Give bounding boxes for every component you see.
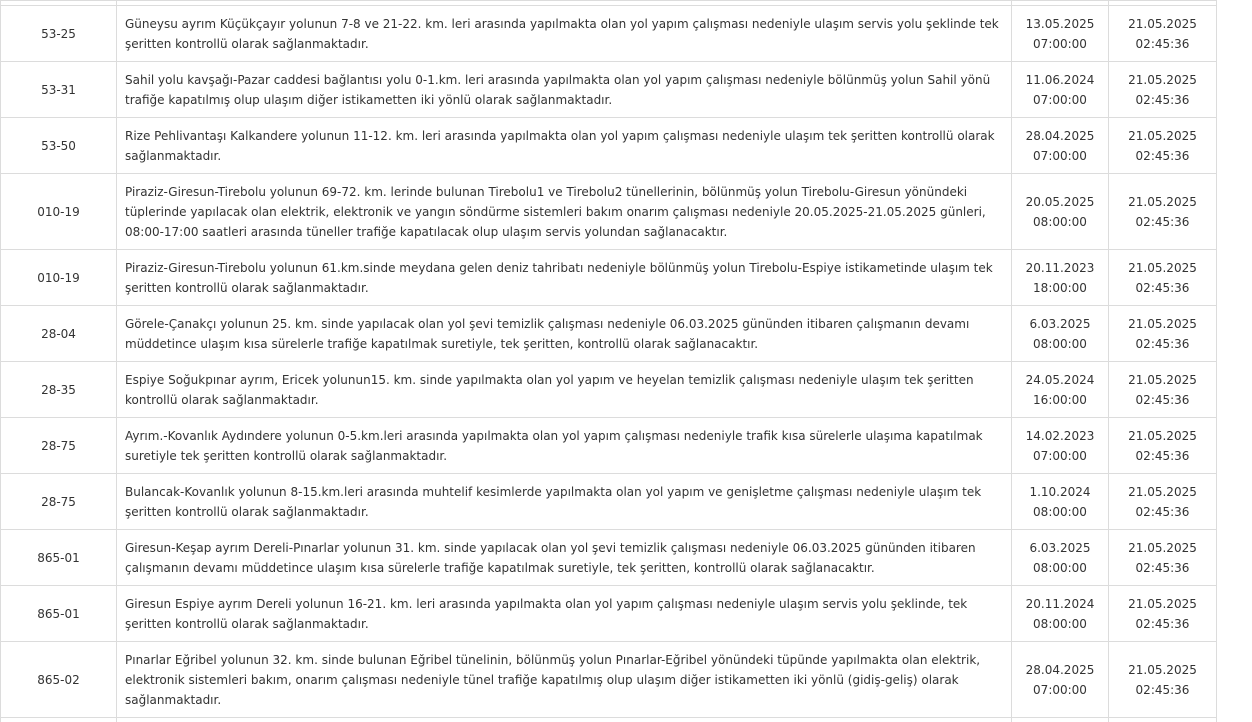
cell-empty (1012, 718, 1109, 722)
road-code-cell (1, 362, 117, 418)
end-time: 02:45:36 (1135, 682, 1190, 697)
description-text: Giresun Espiye ayrım Dereli yolunun 16-21. km. leri arasında yapılmakta olan yol yapım çalışması nedeniyle ulaşım servis yolu şeklinde, tek şeritten kontrollü olarak sağlanmaktadır. (125, 596, 968, 631)
table-row (1, 118, 1217, 174)
start-date: 11.06.2024 (1025, 72, 1095, 87)
end-time: 02:45:36 (1135, 448, 1190, 463)
end-datetime-cell (1109, 530, 1217, 586)
start-date: 28.04.2025 (1025, 662, 1095, 677)
start-time: 07:00:00 (1033, 36, 1087, 51)
start-date: 1.10.2024 (1029, 484, 1091, 499)
start-date: 28.04.2025 (1025, 128, 1095, 143)
start-time: 08:00:00 (1033, 504, 1087, 519)
start-date: 6.03.2025 (1029, 316, 1091, 331)
end-time: 02:45:36 (1135, 280, 1190, 295)
end-time: 02:45:36 (1135, 560, 1190, 575)
start-datetime-cell (1012, 62, 1109, 118)
cell-empty (1, 718, 117, 722)
end-datetime-cell (1109, 642, 1217, 718)
start-time: 08:00:00 (1033, 214, 1087, 229)
description-cell (117, 362, 1012, 418)
description-text: Ayrım.-Kovanlık Aydındere yolunun 0-5.km.leri arasında yapılmakta olan yol yapım çalışması nedeniyle trafik kısa sürelerle ulaşıma kapatılmak suretiyle tek şeritten kontrollü olarak sağlanmaktadır. (125, 428, 983, 463)
end-date: 21.05.2025 (1128, 596, 1197, 611)
table-row (1, 642, 1217, 718)
end-date: 21.05.2025 (1128, 72, 1197, 87)
end-date: 21.05.2025 (1128, 194, 1197, 209)
start-datetime-cell (1012, 118, 1109, 174)
end-date: 21.05.2025 (1128, 372, 1197, 387)
start-datetime-cell (1012, 642, 1109, 718)
table-row (1, 362, 1217, 418)
road-code-cell (1, 6, 117, 62)
start-date: 20.11.2023 (1025, 260, 1095, 275)
road-code-cell (1, 306, 117, 362)
description-cell (117, 306, 1012, 362)
start-time: 16:00:00 (1033, 392, 1087, 407)
road-code: 865-01 (37, 550, 80, 565)
start-datetime-cell (1012, 418, 1109, 474)
start-date: 13.05.2025 (1025, 16, 1095, 31)
road-code-cell (1, 174, 117, 250)
start-datetime-cell (1012, 6, 1109, 62)
end-date: 21.05.2025 (1128, 128, 1197, 143)
start-time: 08:00:00 (1033, 560, 1087, 575)
start-time: 08:00:00 (1033, 336, 1087, 351)
road-code-cell (1, 250, 117, 306)
end-time: 02:45:36 (1135, 616, 1190, 631)
end-datetime-cell (1109, 6, 1217, 62)
description-text: Giresun-Keşap ayrım Dereli-Pınarlar yolunun 31. km. sinde yapılacak olan yol şevi temizlik çalışması nedeniyle 06.03.2025 gününden itibaren çalışmanın devamı müddetince ulaşım kısa sürelerle trafiğe kapatılmak suretiyle, tek şeritten, kontrollü olarak sağlanacaktır. (125, 540, 976, 575)
table-row (1, 306, 1217, 362)
description-cell (117, 418, 1012, 474)
end-time: 02:45:36 (1135, 92, 1190, 107)
road-code-cell (1, 62, 117, 118)
road-code: 53-31 (41, 82, 76, 97)
end-date: 21.05.2025 (1128, 540, 1197, 555)
end-datetime-cell (1109, 306, 1217, 362)
start-time: 07:00:00 (1033, 148, 1087, 163)
road-code-cell (1, 642, 117, 718)
table-body (1, 1, 1217, 722)
description-cell (117, 6, 1012, 62)
road-code-cell (1, 418, 117, 474)
description-text: Görele-Çanakçı yolunun 25. km. sinde yapılacak olan yol şevi temizlik çalışması nedeniyle 06.03.2025 gününden itibaren çalışmanın devamı müddetince ulaşım kısa sürelerle trafiğe kapatılmak suretiyle, tek şeritten, kontrollü olarak sağlanacaktır. (125, 316, 970, 351)
end-datetime-cell (1109, 362, 1217, 418)
cell-empty (117, 718, 1012, 722)
road-code: 28-04 (41, 326, 76, 341)
start-date: 14.02.2023 (1025, 428, 1095, 443)
description-cell (117, 530, 1012, 586)
start-date: 20.05.2025 (1025, 194, 1095, 209)
description-cell (117, 174, 1012, 250)
start-time: 07:00:00 (1033, 448, 1087, 463)
end-datetime-cell (1109, 418, 1217, 474)
end-time: 02:45:36 (1135, 36, 1190, 51)
road-code: 010-19 (37, 270, 80, 285)
start-datetime-cell (1012, 530, 1109, 586)
start-datetime-cell (1012, 250, 1109, 306)
end-date: 21.05.2025 (1128, 662, 1197, 677)
description-cell (117, 250, 1012, 306)
end-time: 02:45:36 (1135, 148, 1190, 163)
start-time: 07:00:00 (1033, 682, 1087, 697)
road-code-cell (1, 474, 117, 530)
road-code: 28-75 (41, 438, 76, 453)
end-time: 02:45:36 (1135, 504, 1190, 519)
table-row-partial-bottom (1, 718, 1217, 722)
description-text: Piraziz-Giresun-Tirebolu yolunun 61.km.sinde meydana gelen deniz tahribatı nedeniyle bölünmüş yolun Tirebolu-Espiye istikametinde ulaşım tek şeritten kontrollü olarak sağlanmaktadır. (125, 260, 993, 295)
description-cell (117, 118, 1012, 174)
start-datetime-cell (1012, 174, 1109, 250)
end-datetime-cell (1109, 62, 1217, 118)
end-time: 02:45:36 (1135, 214, 1190, 229)
start-time: 07:00:00 (1033, 92, 1087, 107)
end-datetime-cell (1109, 474, 1217, 530)
end-time: 02:45:36 (1135, 336, 1190, 351)
road-code: 010-19 (37, 204, 80, 219)
description-cell (117, 642, 1012, 718)
road-code-cell (1, 118, 117, 174)
end-date: 21.05.2025 (1128, 316, 1197, 331)
table-row (1, 6, 1217, 62)
table-row (1, 530, 1217, 586)
start-time: 18:00:00 (1033, 280, 1087, 295)
end-time: 02:45:36 (1135, 392, 1190, 407)
start-date: 6.03.2025 (1029, 540, 1091, 555)
road-code: 53-25 (41, 26, 76, 41)
table-row (1, 62, 1217, 118)
description-cell (117, 474, 1012, 530)
end-date: 21.05.2025 (1128, 484, 1197, 499)
description-cell (117, 62, 1012, 118)
end-datetime-cell (1109, 174, 1217, 250)
start-datetime-cell (1012, 306, 1109, 362)
table-row (1, 474, 1217, 530)
cell-empty (1109, 718, 1217, 722)
table-row (1, 174, 1217, 250)
description-text: Pınarlar Eğribel yolunun 32. km. sinde bulunan Eğribel tünelinin, bölünmüş yolun Pınarlar-Eğribel yönündeki tüpünde yapılmakta olan elektrik, elektronik sistemleri bakım, onarım çalışması nedeniyle tünel trafiğe kapatılmış olup ulaşım diğer istikametten iki yönlü (gidiş-geliş) olarak sağlanmaktadır. (125, 652, 981, 707)
end-datetime-cell (1109, 250, 1217, 306)
table-row (1, 586, 1217, 642)
start-datetime-cell (1012, 474, 1109, 530)
table-row (1, 250, 1217, 306)
description-text: Piraziz-Giresun-Tirebolu yolunun 69-72. km. lerinde bulunan Tirebolu1 ve Tirebolu2 tünellerinin, bölünmüş yolun Tirebolu-Giresun yönündeki tüplerinde yapılacak olan elektrik, elektronik ve yangın söndürme sistemleri bakım onarım çalışması nedeniyle 20.05.2025-21.05.2025 günleri, 08:00-17:00 saatleri arasında tüneller trafiğe kapatılacak olup ulaşım servis yolundan sağlanacaktır. (125, 184, 986, 239)
description-text: Espiye Soğukpınar ayrım, Ericek yolunun15. km. sinde yapılmakta olan yol yapım ve heyelan temizlik çalışması nedeniyle ulaşım tek şeritten kontrollü olarak sağlanmaktadır. (125, 372, 974, 407)
road-code: 28-35 (41, 382, 76, 397)
road-code: 28-75 (41, 494, 76, 509)
end-date: 21.05.2025 (1128, 16, 1197, 31)
description-text: Güneysu ayrım Küçükçayır yolunun 7-8 ve 21-22. km. leri arasında yapılmakta olan yol yapım çalışması nedeniyle ulaşım servis yolu şeklinde tek şeritten kontrollü olarak sağlanmaktadır. (125, 16, 999, 51)
road-code-cell (1, 530, 117, 586)
road-code: 53-50 (41, 138, 76, 153)
start-date: 24.05.2024 (1025, 372, 1095, 387)
end-date: 21.05.2025 (1128, 428, 1197, 443)
start-datetime-cell (1012, 586, 1109, 642)
description-text: Bulancak-Kovanlık yolunun 8-15.km.leri arasında muhtelif kesimlerde yapılmakta olan yol yapım ve genişletme çalışması nedeniyle ulaşım tek şeritten kontrollü olarak sağlanmaktadır. (125, 484, 982, 519)
end-date: 21.05.2025 (1128, 260, 1197, 275)
start-time: 08:00:00 (1033, 616, 1087, 631)
table-row (1, 418, 1217, 474)
description-text: Rize Pehlivantaşı Kalkandere yolunun 11-12. km. leri arasında yapılmakta olan yol yapım çalışması nedeniyle ulaşım tek şeritten kontrollü olarak sağlanmaktadır. (125, 128, 995, 163)
description-text: Sahil yolu kavşağı-Pazar caddesi bağlantısı yolu 0-1.km. leri arasında yapılmakta olan yol yapım çalışması nedeniyle bölünmüş yolun Sahil yönü trafiğe kapatılmış olup ulaşım diğer istikametten iki yönlü olarak sağlanmaktadır. (125, 72, 991, 107)
road-code: 865-01 (37, 606, 80, 621)
description-cell (117, 586, 1012, 642)
road-code-cell (1, 586, 117, 642)
start-date: 20.11.2024 (1025, 596, 1095, 611)
end-datetime-cell (1109, 586, 1217, 642)
road-code: 865-02 (37, 672, 80, 687)
end-datetime-cell (1109, 118, 1217, 174)
start-datetime-cell (1012, 362, 1109, 418)
